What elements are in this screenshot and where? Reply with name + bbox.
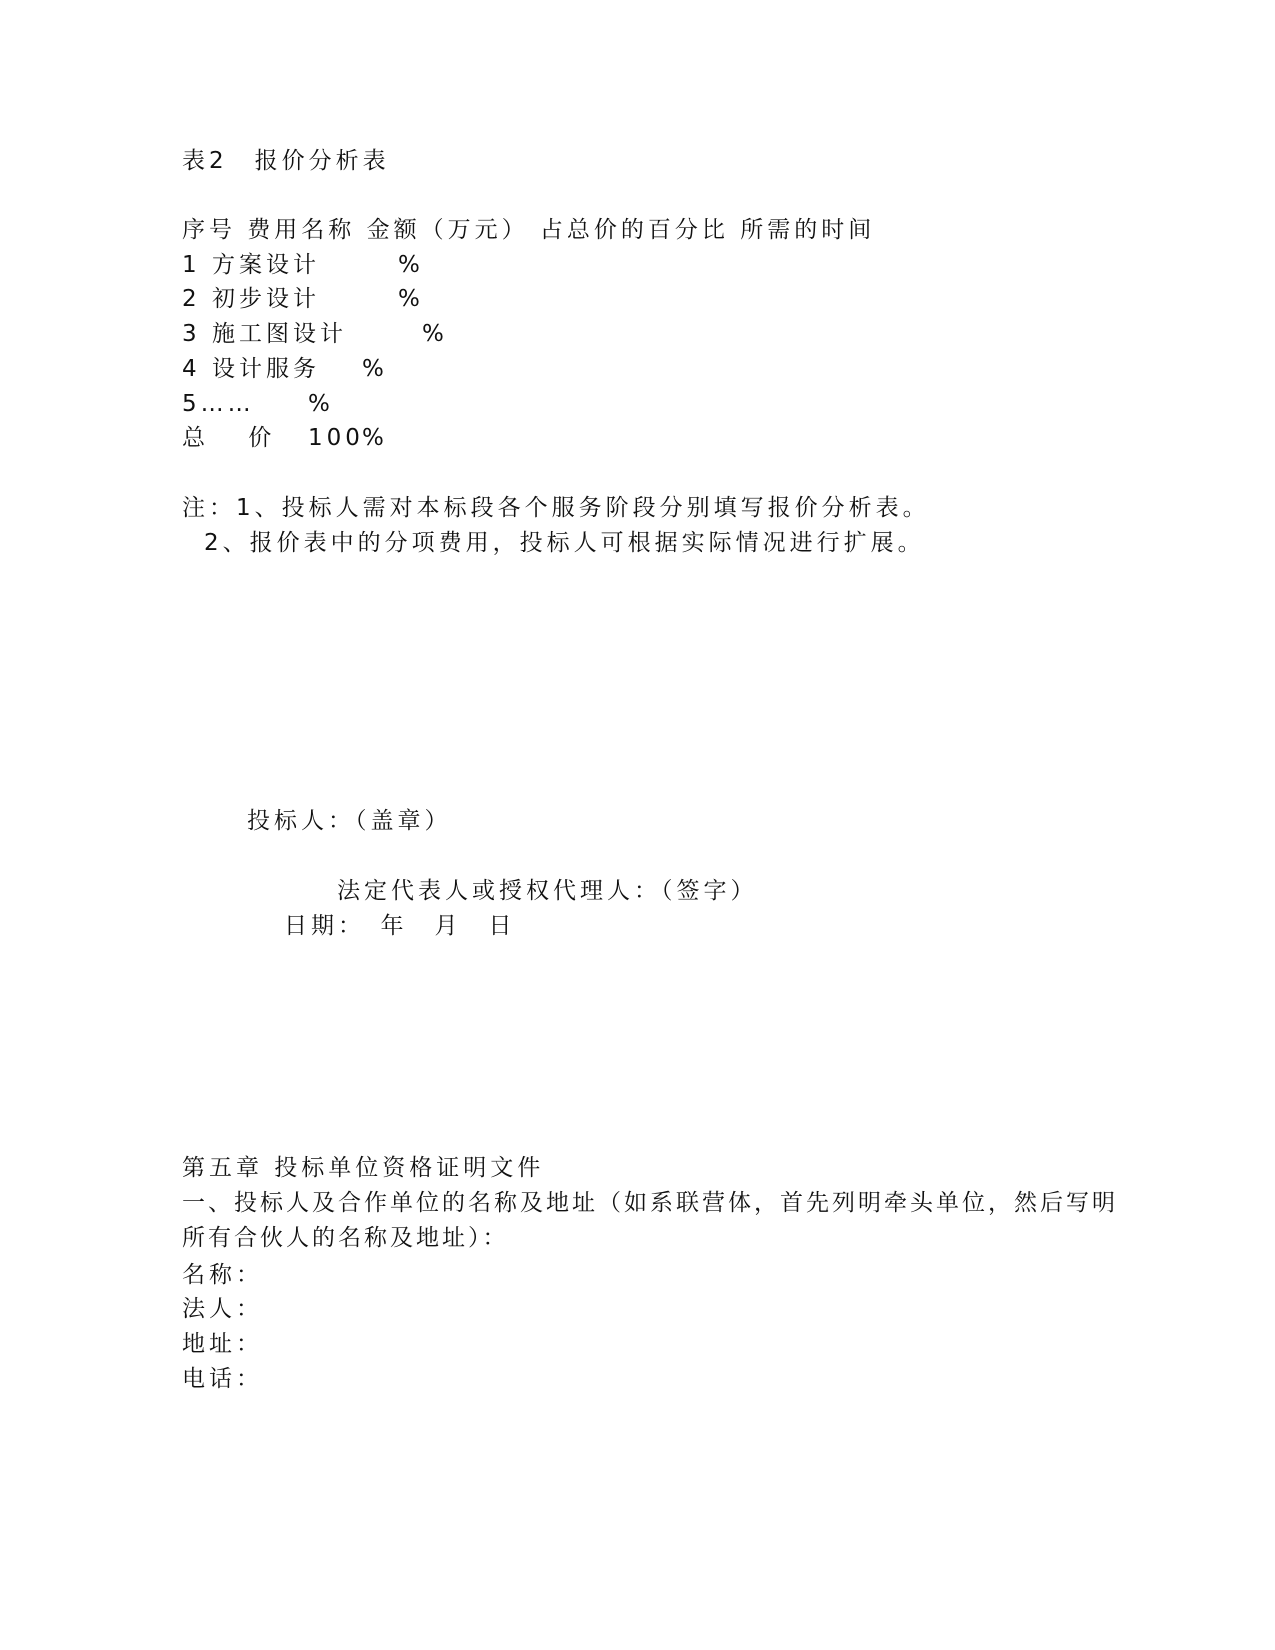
representative-signature-line: 法定代表人或授权代理人：（签字） [337,878,758,904]
table-header: 序号 费用名称 金额（万元） 占总价的百分比 所需的时间 [182,217,876,243]
chapter-title: 第五章 投标单位资格证明文件 [182,1155,545,1181]
total-label: 总 价 [182,425,290,451]
row-label: 1 方案设计 [182,252,320,278]
bidder-seal-line: 投标人：（盖章） [247,808,452,834]
row-label: 3 施工图设计 [182,321,347,347]
field-legal-person: 法人： [182,1296,263,1322]
date-line: 日期： 年 月 日 [284,913,516,939]
field-address: 地址： [182,1331,263,1357]
section-heading-line-2: 所有合伙人的名称及地址）： [182,1225,509,1251]
field-name: 名称： [182,1262,263,1288]
table-title: 表2 报价分析表 [182,148,390,174]
total-amount: 100 [308,425,364,451]
row-percent: % [422,321,448,347]
total-percent: % [362,425,388,451]
row-percent: % [398,252,424,278]
row-label: 2 初步设计 [182,286,320,312]
table-total-row [182,423,388,543]
section-heading-line-1: 一、投标人及合作单位的名称及地址（如系联营体，首先列明牵头单位，然后写明 [182,1190,1118,1216]
row-label: 4 设计服务 [182,356,320,382]
note-line-1: 注：1、投标人需对本标段各个服务阶段分别填写报价分析表。 [182,495,930,521]
row-percent: % [362,356,388,382]
row-percent: % [398,286,424,312]
note-line-2: 2、报价表中的分项费用，投标人可根据实际情况进行扩展。 [204,530,925,556]
field-phone: 电话： [182,1366,263,1392]
row-label: 5…… [182,391,255,417]
row-percent: % [308,391,334,417]
